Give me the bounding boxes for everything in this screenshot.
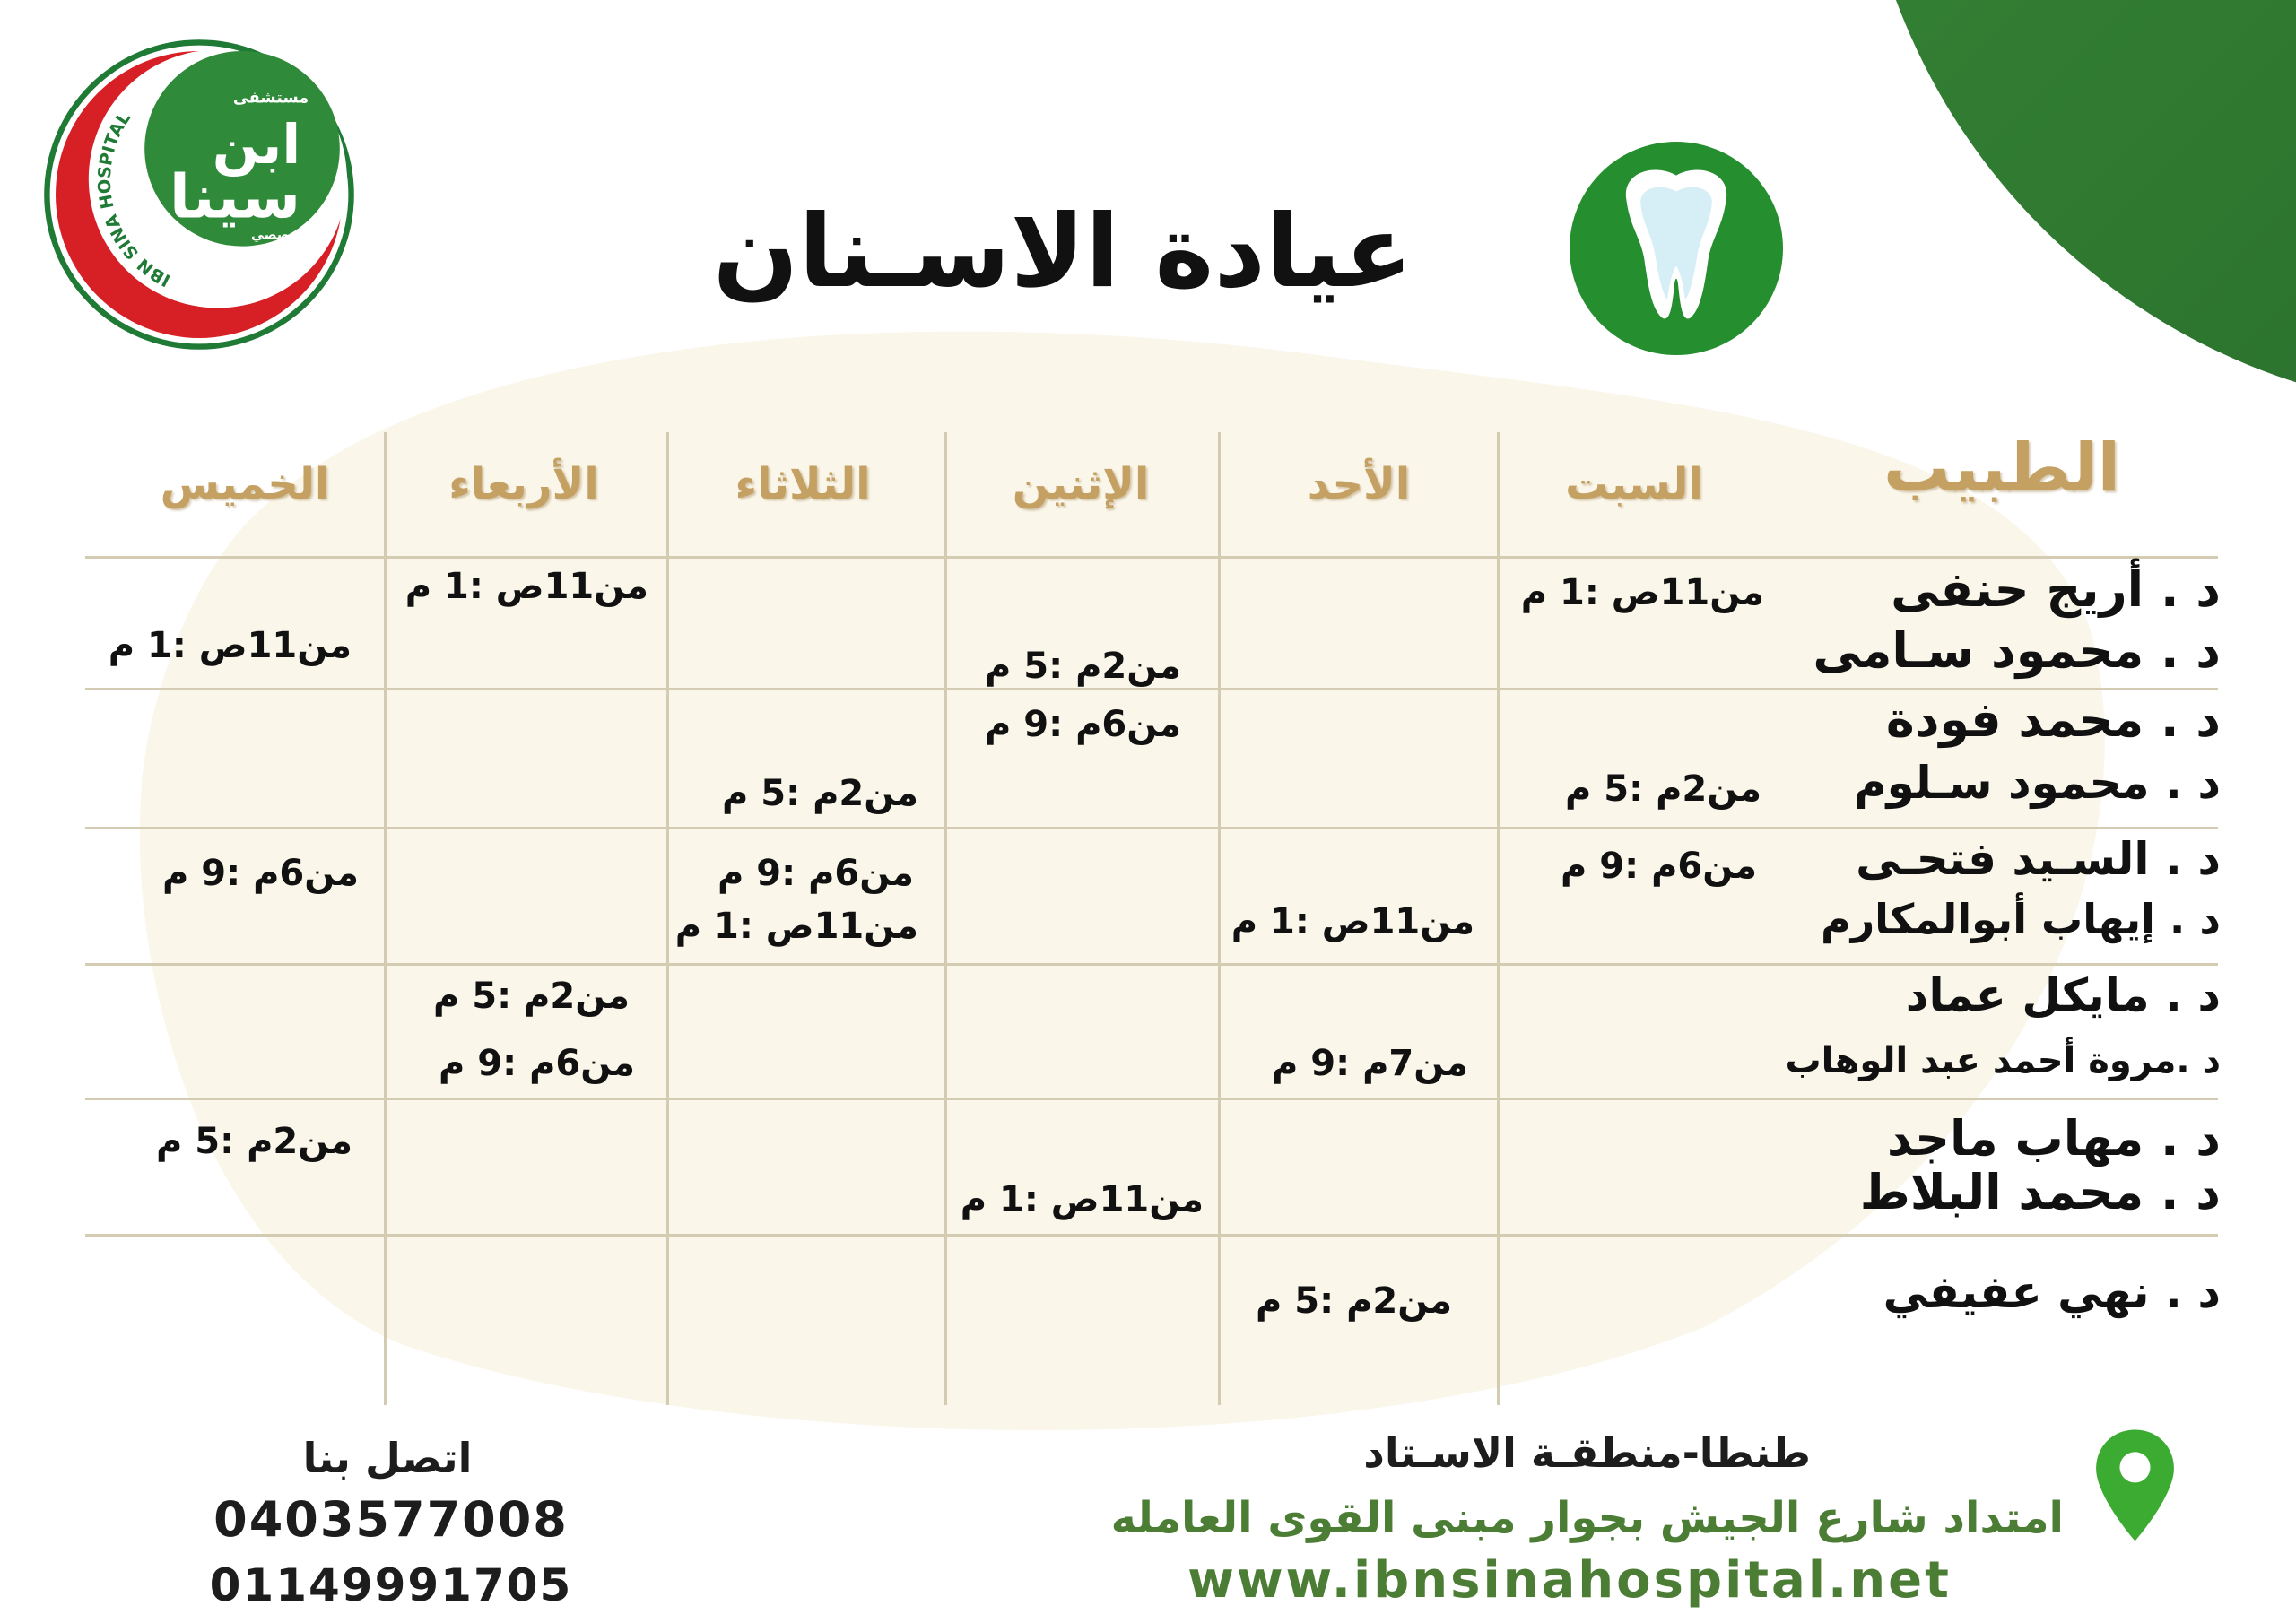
header-monday: الإثنين <box>1012 459 1150 509</box>
row-divider <box>85 1098 2218 1100</box>
doctor-name: د . إيهاب أبوالمكارم <box>1820 895 2221 943</box>
time-slot-sunday: من11ص :1 م <box>1231 901 1474 942</box>
time-slot-saturday: من2م :5 م <box>1565 768 1761 810</box>
row-divider <box>85 1234 2218 1237</box>
logo-name-line1: ابن <box>212 113 301 177</box>
time-slot-monday: من2م :5 م <box>985 646 1181 687</box>
tooth-icon <box>1570 142 1783 355</box>
time-slot-monday: من6م :9 م <box>985 704 1181 745</box>
doctor-name: د . محمود سـلوم <box>1853 757 2221 809</box>
phone-number: 01149991705 <box>209 1559 573 1611</box>
header-wednesday: الأربعاء <box>448 459 599 509</box>
column-divider <box>1497 432 1500 1405</box>
row-divider <box>85 827 2218 829</box>
location-area: طنطا-منطقـة الاسـتاد <box>1363 1428 1811 1477</box>
time-slot-wednesday: من6م :9 م <box>439 1043 635 1084</box>
doctor-name: د . أريج حنفى <box>1891 561 2221 618</box>
phone-number: 0403577008 <box>213 1491 569 1548</box>
column-divider <box>1218 432 1221 1405</box>
time-slot-saturday: من6م :9 م <box>1561 846 1757 887</box>
time-slot-wednesday: من2م :5 م <box>433 976 630 1017</box>
time-slot-thursday: من6م :9 م <box>162 853 359 894</box>
time-slot-thursday: من2م :5 م <box>156 1121 352 1162</box>
header-sunday: الأحد <box>1307 459 1411 509</box>
website-url: www.ibnsinahospital.net <box>1187 1551 1952 1610</box>
logo-specialty: التخصصي <box>251 228 314 243</box>
time-slot-monday: من11ص :1 م <box>960 1179 1204 1220</box>
header-saturday: السبت <box>1565 459 1703 509</box>
time-slot-tuesday: من11ص :1 م <box>674 906 918 947</box>
time-slot-thursday: من11ص :1 م <box>108 625 352 666</box>
doctor-name: د . محمد فودة <box>1885 691 2221 748</box>
time-slot-wednesday: من11ص :1 م <box>404 566 648 607</box>
doctor-name: د .مروة أحمد عبد الوهاب <box>1785 1040 2221 1081</box>
hospital-logo <box>41 37 357 352</box>
time-slot-tuesday: من2م :5 م <box>722 773 918 814</box>
time-slot-tuesday: من6م :9 م <box>718 853 914 894</box>
header-doctor: الطبيب <box>1883 430 2120 507</box>
page-title: عيادة الاسـنان <box>712 194 1413 310</box>
time-slot-sunday: من2م :5 م <box>1256 1280 1452 1322</box>
doctor-name: د . محمد البلاط <box>1859 1164 2221 1220</box>
column-divider <box>384 432 387 1405</box>
row-divider <box>85 963 2218 966</box>
doctor-name: د . محمود سـامى <box>1813 622 2221 679</box>
logo-name-line2: سينا <box>169 161 301 232</box>
column-divider <box>944 432 947 1405</box>
doctor-name: د . مهاب ماجد <box>1886 1110 2221 1167</box>
location-pin-icon <box>2093 1427 2177 1544</box>
row-divider <box>85 556 2218 559</box>
street-address: امتداد شارع الجيش بجوار مبنى القوى العامله <box>1110 1493 2064 1543</box>
header-thursday: الخميس <box>160 459 330 509</box>
contact-label: اتصل بنا <box>302 1434 473 1482</box>
logo-hospital-word: مستشفى <box>232 89 309 108</box>
column-divider <box>666 432 669 1405</box>
time-slot-sunday: من7م :9 م <box>1272 1043 1468 1084</box>
doctor-name: د . السـيد فتحـى <box>1856 833 2221 885</box>
logo-latin-name: IBN SINA HOSPITAL <box>93 108 174 291</box>
time-slot-saturday: من11ص :1 م <box>1520 572 1764 613</box>
doctor-name: د . نهي عفيفي <box>1883 1266 2221 1318</box>
header-tuesday: الثلاثاء <box>735 459 871 509</box>
corner-green-shape <box>1857 0 2296 412</box>
doctor-name: د . مايكل عماد <box>1905 969 2221 1021</box>
